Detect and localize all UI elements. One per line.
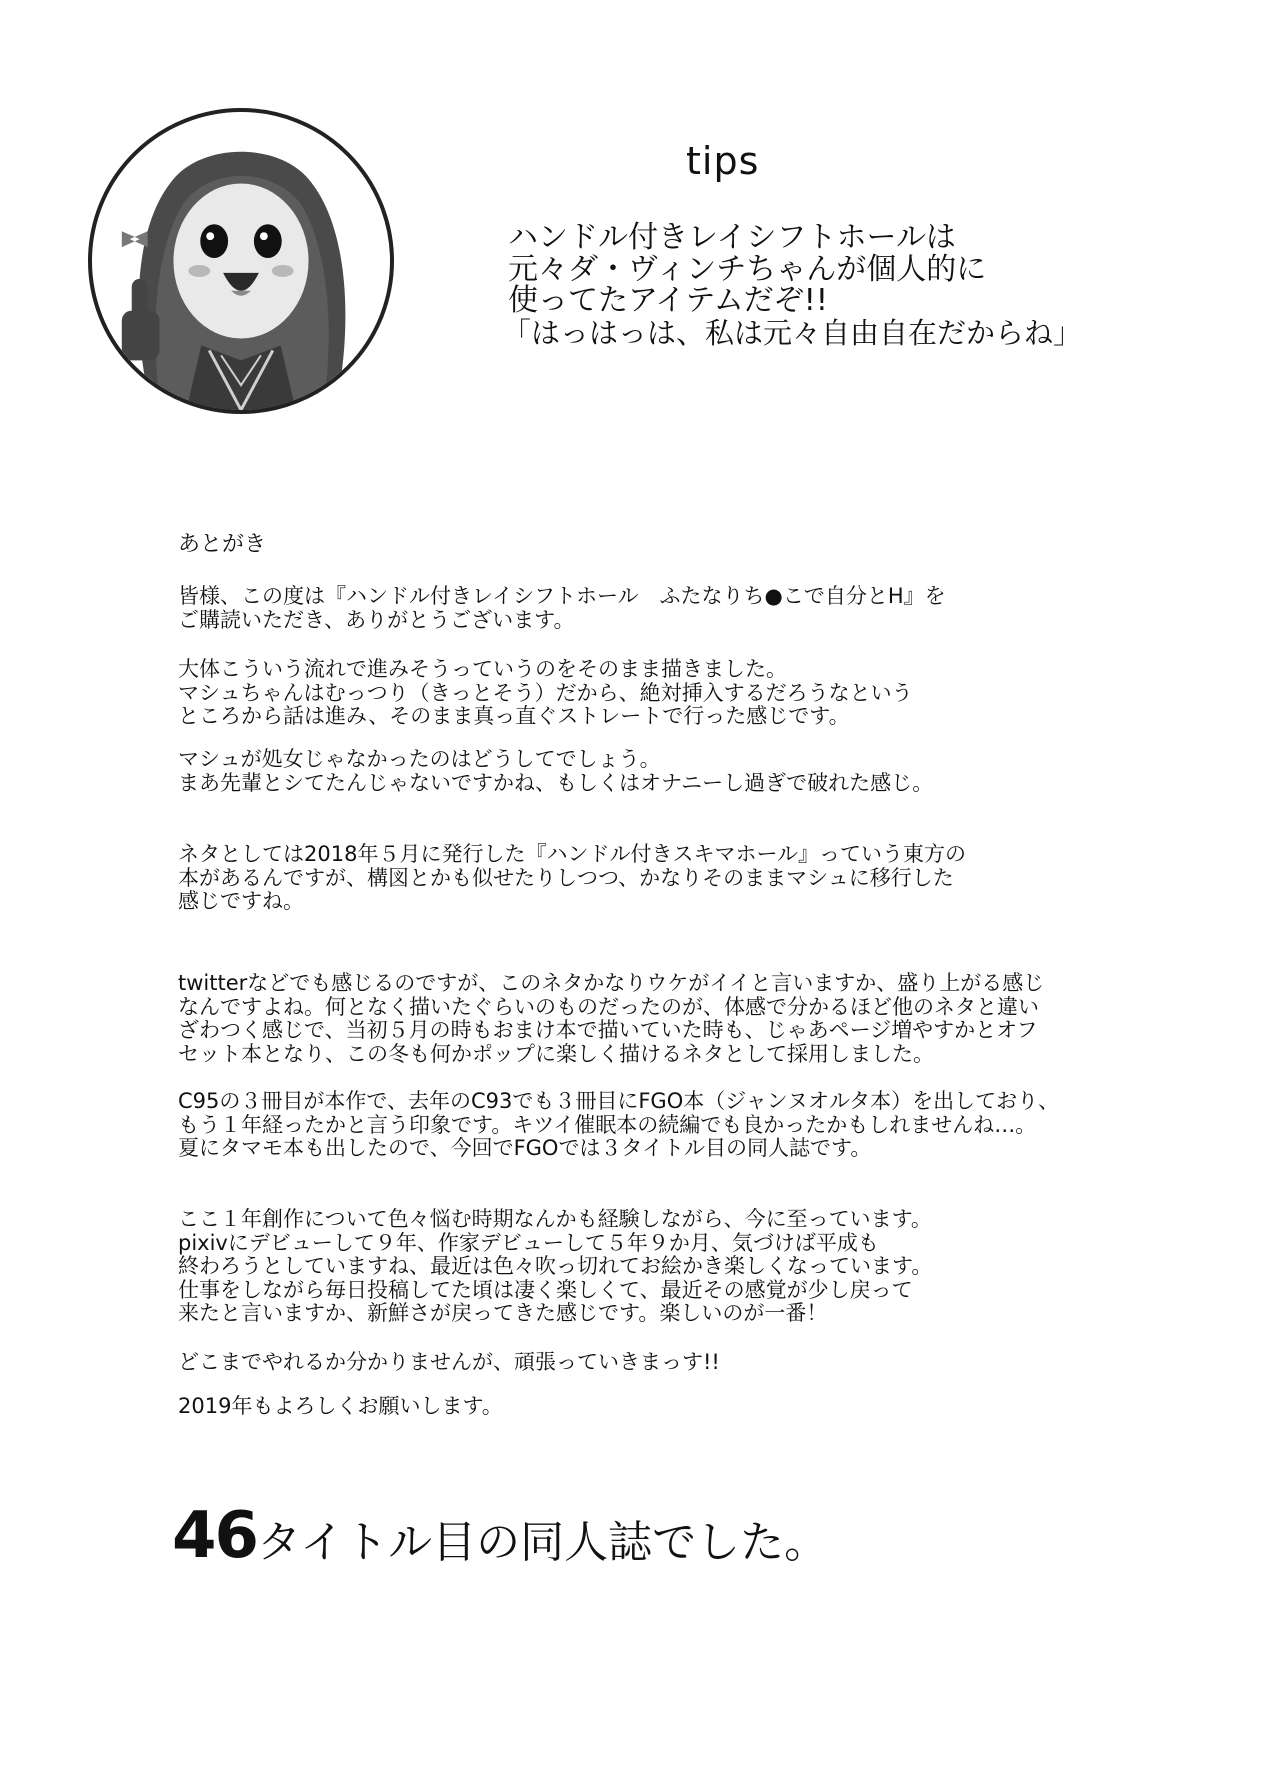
tips-body xyxy=(508,222,1028,317)
paragraph-line: ここ１年創作について色々悩む時期なんかも経験しながら、今に至っています。 xyxy=(178,1207,932,1231)
paragraph-line: ネタとしては2018年５月に発行した『ハンドル付きスキマホール』っていう東方の xyxy=(178,842,967,866)
paragraph xyxy=(178,1395,1078,1419)
footer-statement xyxy=(172,1499,829,1573)
paragraph-line: 来たと言いますか、新鮮さが戻ってきた感じです。楽しいのが一番！ xyxy=(178,1301,828,1326)
paragraph-line: セット本となり、この冬も何かポップに楽しく描けるネタとして採用しました。 xyxy=(178,1041,934,1066)
tips-line: ハンドル付きレイシフトホールは xyxy=(508,220,956,255)
paragraph-line: 本があるんですが、構図とかも似せたりしつつ、かなりそのままマシュに移行した xyxy=(178,865,954,890)
paragraph-line: 大体こういう流れで進みそうっていうのをそのまま描きました。 xyxy=(178,657,787,681)
paragraph-line: マシュちゃんはむっつり（きっとそう）だから、絶対挿入するだろうなという xyxy=(178,680,913,705)
paragraph-line: 夏にタマモ本も出したので、今回でFGOでは３タイトル目の同人誌です。 xyxy=(178,1136,872,1161)
paragraph xyxy=(178,1208,1078,1326)
paragraph-line: pixivにデビューして９年、作家デビューして５年９か月、気づけば平成も xyxy=(178,1230,879,1255)
tips-line: 元々ダ・ヴィンチちゃんが個人的に xyxy=(508,251,987,287)
paragraph-line: 仕事をしながら毎日投稿してた頃は凄く楽しくて、最近その感覚が少し戻って xyxy=(178,1277,913,1302)
paragraph xyxy=(178,1351,1078,1375)
footer-text: タイトル目の同人誌でした。 xyxy=(257,1517,829,1568)
paragraph xyxy=(178,748,1078,795)
paragraph xyxy=(178,658,1078,729)
paragraph-line: twitterなどでも感じるのですが、このネタかなりウケがイイと言いますか、盛り上がる感じ xyxy=(178,971,1045,995)
paragraph-line: なんですよね。何となく描いたぐらいのものだったのが、体感で分かるほど他のネタと違い xyxy=(178,994,1039,1019)
avatar xyxy=(88,108,394,414)
tips-quote: 「はっはっは、私は元々自由自在だからね」 xyxy=(502,316,1083,350)
paragraph-line: ご購読いただき、ありがとうございます。 xyxy=(178,607,575,632)
paragraph-line: どこまでやれるか分かりませんが、頑張っていきまっす!! xyxy=(178,1350,720,1374)
paragraph-line: 終わろうとしていますね、最近は色々吹っ切れてお絵かき楽しくなっています。 xyxy=(178,1254,933,1279)
tips-title: tips xyxy=(686,139,760,183)
paragraph-line: 感じですね。 xyxy=(178,889,304,914)
paragraph-line: ざわつく感じで、当初５月の時もおまけ本で描いていた時も、じゃあページ増やすかとオフ xyxy=(178,1018,1038,1043)
paragraph-line: C95の３冊目が本作で、去年のC93でも３冊目にFGO本（ジャンヌオルタ本）を出しており、 xyxy=(178,1089,1060,1113)
afterword-heading: あとがき xyxy=(178,532,267,557)
paragraph xyxy=(178,843,1078,914)
paragraph-line: 皆様、この度は『ハンドル付きレイシフトホール ふたなりち●こで自分とH』を xyxy=(178,584,946,608)
paragraph-line: まあ先輩とシてたんじゃないですかね、もしくはオナニーし過ぎで破れた感じ。 xyxy=(178,770,934,795)
paragraph-line: 2019年もよろしくお願いします。 xyxy=(178,1394,503,1418)
paragraph-line: もう１年経ったかと言う印象です。キツイ催眠本の続編でも良かったかもしれませんね…。 xyxy=(178,1112,1037,1137)
paragraph xyxy=(178,585,1078,632)
character-thumbs-up-icon xyxy=(92,112,390,410)
paragraph xyxy=(178,972,1078,1066)
sparkle-mark-icon xyxy=(122,231,148,247)
title-count: 46 xyxy=(172,1499,258,1573)
paragraph-line: マシュが処女じゃなかったのはどうしてでしょう。 xyxy=(178,747,661,771)
paragraph xyxy=(178,1090,1078,1161)
tips-line: 使ってたアイテムだぞ!! xyxy=(508,283,828,318)
paragraph-line: ところから話は進み、そのまま真っ直ぐストレートで行った感じです。 xyxy=(178,704,850,729)
